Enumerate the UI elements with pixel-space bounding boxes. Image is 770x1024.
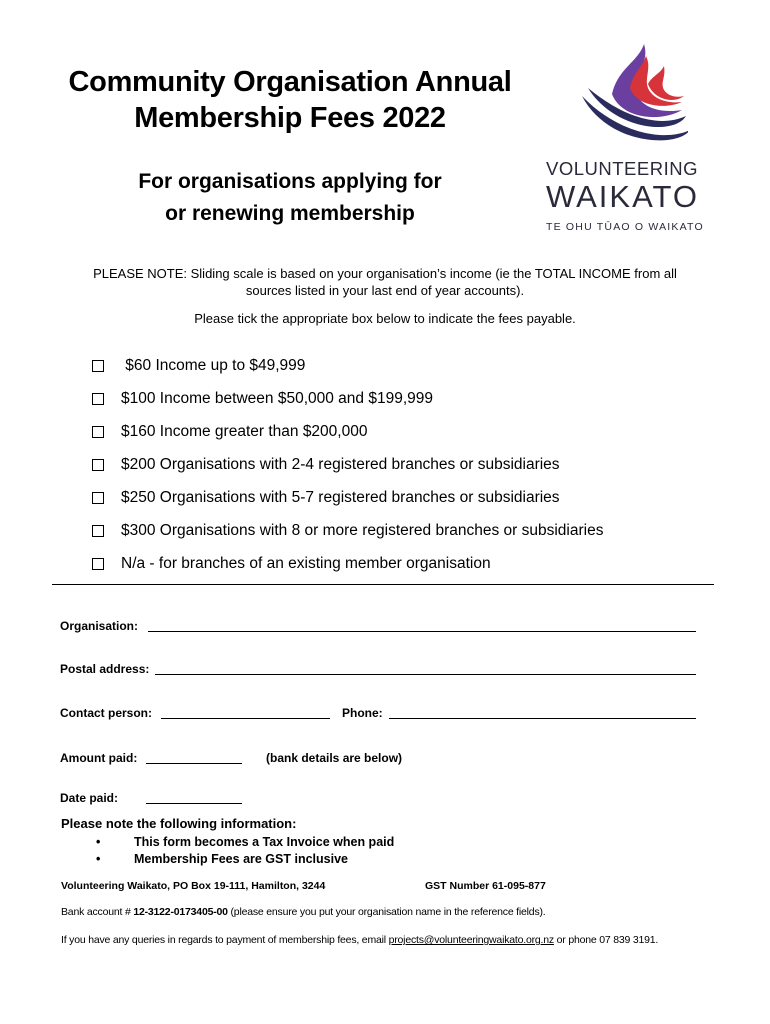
contact-person-label: Contact person: [60,706,153,720]
form-title [60,64,520,136]
date-paid-field[interactable] [146,803,242,804]
tick-instruction: Please tick the appropriate box below to indicate the fees payable. [194,311,576,326]
fee-checkbox[interactable] [92,393,104,405]
fee-option[interactable] [92,415,603,448]
title-line-1: Community Organisation Annual [68,66,512,98]
logo-tagline: TE OHU TŪAO O WAIKATO [546,221,704,233]
bullet-icon: • [96,852,101,866]
bullet-icon: • [96,835,101,849]
contact-prefix: If you have any queries in regards to payment of membership fees, email [61,934,389,946]
fee-checkbox[interactable] [92,525,104,537]
fee-checkbox[interactable] [92,426,104,438]
form-subtitle [110,166,470,230]
fee-option[interactable] [92,547,603,580]
bank-number: 12-3122-0173405-00 [133,906,228,918]
info-bullet [96,851,394,868]
bank-suffix: (please ensure you put your organisation name in the reference fields). [227,906,546,918]
info-bullet-text: Membership Fees are GST inclusive [134,852,348,866]
contact-info [61,934,658,946]
postal-address-field[interactable] [155,674,696,675]
subtitle-line-2: or renewing membership [165,202,415,225]
fee-option-label: $300 Organisations with 8 or more registered branches or subsidiaries [121,521,604,539]
flame-emblem-icon [578,38,688,148]
phone-label: Phone: [342,706,383,720]
fee-option[interactable] [92,514,603,547]
section-divider [52,584,714,585]
organisation-label: Organisation: [60,619,139,633]
info-bullets [96,834,394,868]
fee-checkbox[interactable] [92,459,104,471]
contact-suffix: or phone 07 839 3191. [553,934,659,946]
logo-name-line-1: VOLUNTEERING [546,158,698,179]
bank-account-info [61,906,546,918]
logo-name-line-2: WAIKATO [546,179,699,214]
gst-number: GST Number 61-095-877 [425,880,546,892]
fee-option-label: $200 Organisations with 2-4 registered branches or subsidiaries [121,455,560,473]
amount-paid-label: Amount paid: [60,751,138,765]
fee-option[interactable] [92,382,603,415]
fee-option-label: $250 Organisations with 5-7 registered branches or subsidiaries [121,488,560,506]
note-line-1: PLEASE NOTE: Sliding scale is based on your organisation’s income (ie the TOTAL INCOME from all [93,266,677,281]
note-line-2: sources listed in your last end of year accounts). [245,283,525,298]
organisation-field[interactable] [148,631,696,632]
contact-email-link[interactable]: projects@volunteeringwaikato.org.nz [388,934,554,946]
fee-option[interactable] [92,481,603,514]
info-heading: Please note the following information: [61,816,297,831]
fee-checkbox[interactable] [92,492,104,504]
phone-field[interactable] [389,718,696,719]
please-note [40,265,730,299]
fee-checkbox[interactable] [92,360,104,372]
subtitle-line-1: For organisations applying for [138,170,442,193]
fee-option-label: N/a - for branches of an existing member organisation [121,554,491,572]
fee-option-label: $100 Income between $50,000 and $199,999 [121,389,433,407]
bank-details-hint: (bank details are below) [266,751,403,765]
info-bullet [96,834,394,851]
info-bullet-text: This form becomes a Tax Invoice when paid [134,835,395,849]
bank-prefix: Bank account # [61,906,134,918]
fee-option[interactable] [92,448,603,481]
date-paid-label: Date paid: [60,791,119,805]
amount-paid-field[interactable] [146,763,242,764]
volunteering-waikato-logo [538,38,728,238]
postal-address-info: Volunteering Waikato, PO Box 19-111, Hamilton, 3244 [61,880,326,892]
fee-checkbox[interactable] [92,558,104,570]
fee-options [92,349,603,580]
fee-option-label: $160 Income greater than $200,000 [121,422,368,440]
contact-person-field[interactable] [161,718,330,719]
fee-option[interactable] [92,349,603,382]
title-line-2: Membership Fees 2022 [134,102,446,134]
fee-option-label: $60 Income up to $49,999 [121,356,306,374]
postal-address-label: Postal address: [60,662,150,676]
